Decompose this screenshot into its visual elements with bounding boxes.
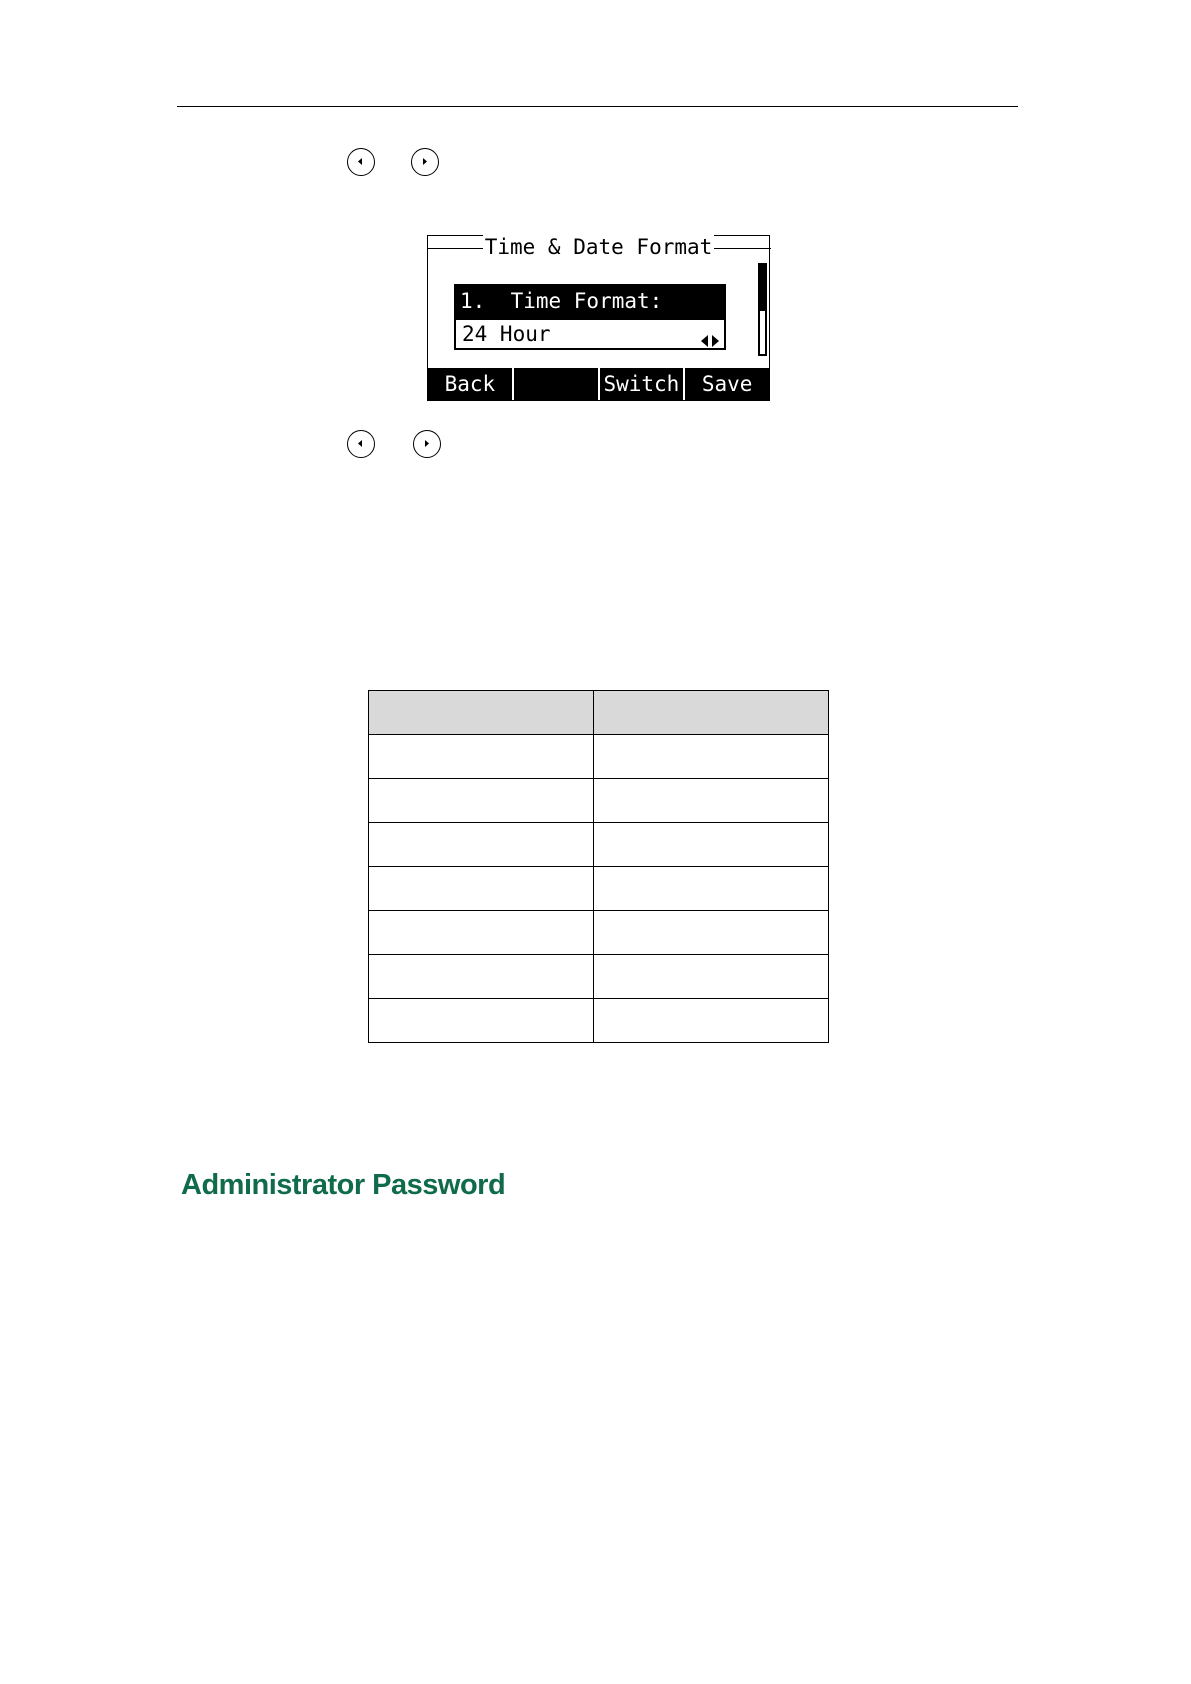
- table-row: [369, 911, 829, 955]
- format-table: [368, 690, 829, 1043]
- table-row: [369, 955, 829, 999]
- table-cell: [369, 823, 594, 867]
- table-header-cell: [369, 691, 594, 735]
- table-cell: [594, 823, 829, 867]
- time-format-item[interactable]: 1. Time Format:: [454, 284, 726, 318]
- header-rule: [177, 106, 1018, 107]
- left-right-arrows-icon: [700, 327, 720, 355]
- left-navigation-key-icon: [347, 430, 375, 458]
- table-cell: [594, 999, 829, 1043]
- table-cell: [594, 735, 829, 779]
- table-cell: [369, 955, 594, 999]
- section-heading: Administrator Password: [181, 1169, 506, 1201]
- time-format-value-text: 24 Hour: [462, 322, 551, 346]
- table-cell: [369, 999, 594, 1043]
- softkey-save[interactable]: Save: [701, 372, 753, 396]
- scrollbar-thumb: [760, 265, 765, 311]
- scrollbar: [758, 263, 767, 356]
- table-row: [369, 735, 829, 779]
- phone-screen: [427, 235, 770, 401]
- softkey-back[interactable]: Back: [428, 368, 514, 400]
- table-cell: [369, 911, 594, 955]
- table-header-cell: [594, 691, 829, 735]
- table-row: [369, 999, 829, 1043]
- table-row: [369, 867, 829, 911]
- table-cell: [594, 779, 829, 823]
- table-header-row: [369, 691, 829, 735]
- table-cell: [369, 735, 594, 779]
- table-cell: [594, 867, 829, 911]
- table-cell: [594, 911, 829, 955]
- table-row: [369, 779, 829, 823]
- right-navigation-key-icon: [413, 430, 441, 458]
- time-format-value[interactable]: [454, 318, 726, 350]
- screen-title: Time & Date Format: [484, 235, 713, 259]
- left-navigation-key-icon: [347, 148, 375, 176]
- table-cell: [594, 955, 829, 999]
- table-row: [369, 823, 829, 867]
- right-navigation-key-icon: [411, 148, 439, 176]
- softkey-switch[interactable]: Switch: [600, 368, 686, 400]
- table-cell: [369, 779, 594, 823]
- softkey-blank[interactable]: [514, 368, 600, 400]
- table-cell: [369, 867, 594, 911]
- softkey-bar: [428, 368, 769, 400]
